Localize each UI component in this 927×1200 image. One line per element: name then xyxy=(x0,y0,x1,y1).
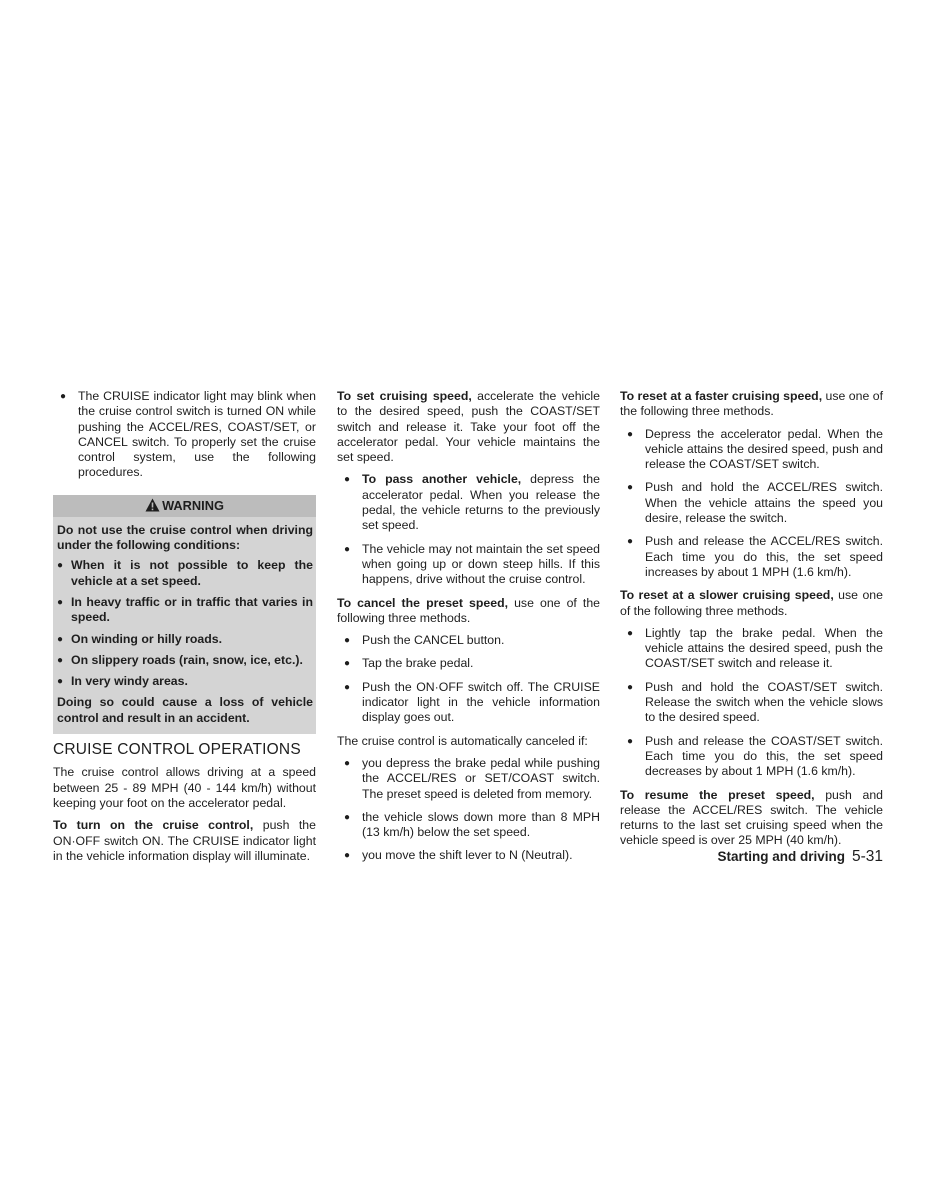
column-3 xyxy=(620,389,883,856)
list-item xyxy=(337,472,600,533)
paragraph-text: accelerate the vehicle to the desired speed, push the COAST/SET switch and release it. Take your foot off the accelerator pedal. Your vehicle maintains the set speed. xyxy=(337,389,600,465)
paragraph xyxy=(620,788,883,849)
run-in-heading: To set cruising speed, xyxy=(337,389,472,403)
page-number: 5-31 xyxy=(851,848,883,865)
warning-closing: Doing so could cause a loss of vehicle control and result in an accident. xyxy=(57,695,313,725)
warning-conditions xyxy=(57,558,313,689)
list-item: ● Push and release the COAST/SET switch. Each time you do this, the set speed decreases by about 1 MPH (1.6 km/h). xyxy=(620,734,883,780)
paragraph-text: push the ON·OFF switch ON. The CRUISE indicator light in the vehicle information display will illuminate. xyxy=(53,818,316,863)
column-1 xyxy=(53,389,316,871)
list-item: ● Tap the brake pedal. xyxy=(337,656,600,671)
list-item: ● the vehicle slows down more than 8 MPH (13 km/h) below the set speed. xyxy=(337,810,600,841)
list-item: ● Depress the accelerator pedal. When the vehicle attains the desired speed, push and release the COAST/SET switch. xyxy=(620,427,883,473)
paragraph xyxy=(53,818,316,864)
paragraph xyxy=(337,596,600,627)
list-item: ● In very windy areas. xyxy=(57,674,313,689)
list-item: ● you depress the brake pedal while pushing the ACCEL/RES or SET/COAST switch. The preset speed is deleted from memory. xyxy=(337,756,600,802)
set-speed-notes xyxy=(337,472,600,587)
auto-cancel-conditions xyxy=(337,756,600,864)
chapter-title: Starting and driving xyxy=(717,849,845,864)
warning-lead: Do not use the cruise control when driving under the following conditions: xyxy=(57,522,313,553)
list-item: ● Push and hold the COAST/SET switch. Release the switch when the vehicle slows to the desired speed. xyxy=(620,680,883,726)
paragraph-text: use one of the following three methods. xyxy=(620,389,883,419)
paragraph-text: push and release the ACCEL/RES switch. The vehicle returns to the last set cruising speed when the vehicle speed is over 25 MPH (40 km/h). xyxy=(620,787,884,848)
list-item: ● you move the shift lever to N (Neutral). xyxy=(337,848,600,863)
paragraph-text: use one of the following three methods. xyxy=(620,588,883,618)
list-item: ● On slippery roads (rain, snow, ice, etc.). xyxy=(57,653,313,668)
warning-box xyxy=(53,495,316,734)
page-footer xyxy=(620,848,883,866)
cancel-methods xyxy=(337,633,600,725)
column-2 xyxy=(337,389,600,872)
list-item: ● Push and hold the ACCEL/RES switch. When the vehicle attains the speed you desire, release the switch. xyxy=(620,480,883,526)
list-item: ● The CRUISE indicator light may blink when the cruise control switch is turned ON while pushing the ACCEL/RES, COAST/SET, or CANCEL switch. To properly set the cruise control system, use the following procedures. xyxy=(53,389,316,481)
list-item: ● When it is not possible to keep the vehicle at a set speed. xyxy=(57,558,313,589)
paragraph-text: use one of the following three methods. xyxy=(337,595,601,625)
list-item: ● Push the CANCEL button. xyxy=(337,633,600,648)
warning-triangle-icon xyxy=(145,498,160,512)
list-item: ● In heavy traffic or in traffic that varies in speed. xyxy=(57,595,313,626)
run-in-heading: To cancel the preset speed, xyxy=(337,595,509,610)
warning-header xyxy=(53,495,316,517)
section-heading: CRUISE CONTROL OPERATIONS xyxy=(53,741,301,759)
run-in-heading: To reset at a slower cruising speed, xyxy=(620,588,834,603)
list-item: ● Push and release the ACCEL/RES switch. Each time you do this, the set speed increases by about 1 MPH (1.6 km/h). xyxy=(620,534,883,580)
run-in-heading: To reset at a faster cruising speed, xyxy=(620,389,823,403)
run-in-heading: To pass another vehicle, xyxy=(362,472,522,487)
paragraph xyxy=(620,588,883,619)
run-in-heading: To turn on the cruise control, xyxy=(53,818,254,833)
run-in-heading: To resume the preset speed, xyxy=(620,787,815,802)
paragraph: The cruise control allows driving at a speed between 25 - 89 MPH (40 - 144 km/h) without keeping your foot on the accelerator pedal. xyxy=(53,765,316,810)
list-item: ● The vehicle may not maintain the set speed when going up or down steep hills. If this happens, drive without the cruise control. xyxy=(337,542,600,588)
intro-list xyxy=(53,389,316,481)
slower-methods xyxy=(620,626,883,780)
list-item: ● Lightly tap the brake pedal. When the vehicle attains the desired speed, push the COAST/SET switch and release it. xyxy=(620,626,883,672)
list-item: ● Push the ON·OFF switch off. The CRUISE indicator light in the vehicle information display goes out. xyxy=(337,680,600,726)
paragraph: The cruise control is automatically canceled if: xyxy=(337,733,588,748)
item-text: depress the accelerator pedal. When you release the pedal, the vehicle returns to the previously set speed. xyxy=(362,472,600,533)
list-item: ● On winding or hilly roads. xyxy=(57,632,313,647)
paragraph xyxy=(337,389,600,465)
warning-title: WARNING xyxy=(162,497,224,513)
faster-methods xyxy=(620,427,883,581)
paragraph xyxy=(620,389,883,420)
